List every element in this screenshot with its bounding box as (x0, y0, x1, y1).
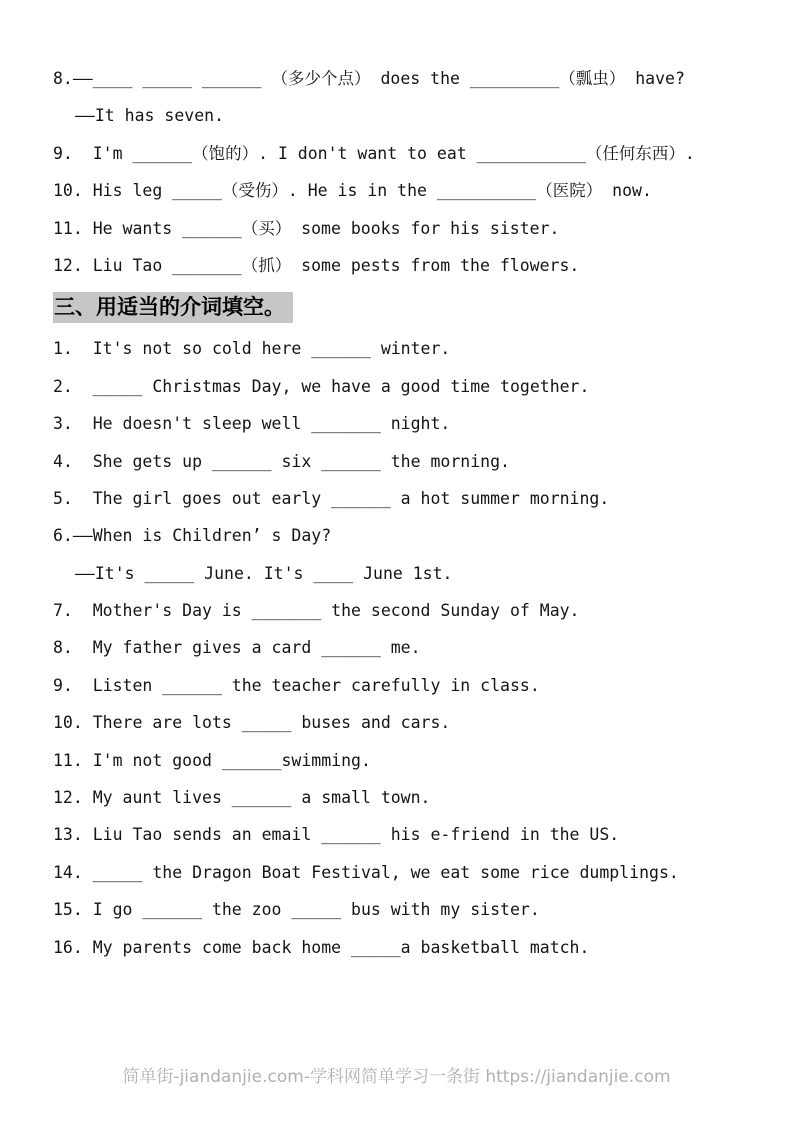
section-three-heading-row (53, 284, 783, 330)
s3-item-9: 9. Listen ______ the teacher carefully in class. (53, 675, 540, 695)
s3-item-1: 1. It's not so cold here ______ winter. (53, 339, 451, 359)
section-three-heading: 三、用适当的介词填空。 (53, 292, 293, 323)
s3-item-15: 15. I go ______ the zoo _____ bus with my sister. (53, 900, 540, 920)
s3-item-10: 10. There are lots _____ buses and cars. (53, 713, 451, 733)
s3-item-14: 14. _____ the Dragon Boat Festival, we eat some rice dumplings. (53, 862, 679, 882)
worksheet-content (53, 60, 783, 966)
s3-item-11: 11. I'm not good ______swimming. (53, 750, 371, 770)
s2-item-11: 11. He wants ______（买） some books for his sister. (53, 218, 560, 238)
s3-item-8: 8. My father gives a card ______ me. (53, 638, 421, 658)
s3-item-2: 2. _____ Christmas Day, we have a good time together. (53, 376, 590, 396)
s3-item-16: 16. My parents come back home _____a basketball match. (53, 937, 590, 957)
s3-item-6-answer: ——It's _____ June. It's ____ June 1st. (75, 563, 453, 583)
footer-watermark: 简单街-jiandanjie.com-学科网简单学习一条街 https://jiandanjie.com (122, 1067, 671, 1087)
s3-item-3: 3. He doesn't sleep well _______ night. (53, 414, 451, 434)
s3-item-5: 5. The girl goes out early ______ a hot summer morning. (53, 488, 610, 508)
s3-item-13: 13. Liu Tao sends an email ______ his e-friend in the US. (53, 825, 620, 845)
s2-item-12: 12. Liu Tao _______（抓） some pests from the flowers. (53, 255, 580, 275)
s2-item-10: 10. His leg _____（受伤）. He is in the __________（医院） now. (53, 181, 652, 201)
s2-item-8-question: 8.——____ _____ ______ （多少个点） does the _________（瓢虫） have? (53, 69, 685, 88)
s3-item-6-question: 6.——When is Children’ s Day? (53, 526, 332, 546)
s3-item-4: 4. She gets up ______ six ______ the morning. (53, 451, 510, 471)
s3-item-7: 7. Mother's Day is _______ the second Sunday of May. (53, 601, 580, 621)
s2-item-9: 9. I'm ______（饱的）. I don't want to eat ___________（任何东西）. (53, 143, 695, 163)
s3-item-12: 12. My aunt lives ______ a small town. (53, 788, 431, 808)
s2-item-8-answer: ——It has seven. (75, 106, 225, 126)
